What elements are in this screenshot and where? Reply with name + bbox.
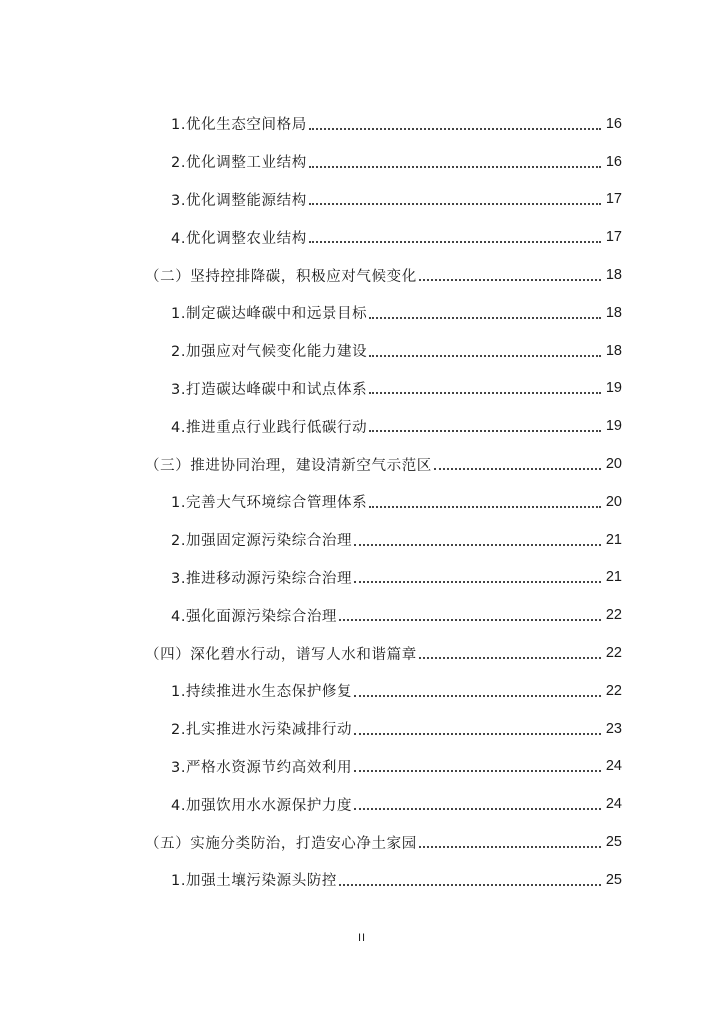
toc-entry-page-number: 17 bbox=[605, 191, 622, 208]
toc-entry-page-number: 25 bbox=[605, 834, 622, 851]
toc-entry-page-number: 18 bbox=[605, 267, 622, 284]
toc-entry-title: 2.扎实推进水污染减排行动 bbox=[171, 722, 353, 739]
toc-subsection-entry[interactable] bbox=[0, 861, 724, 899]
toc-entry-title: 1.完善大气环境综合管理体系 bbox=[171, 495, 368, 512]
toc-entry-title: 2.加强固定源污染综合治理 bbox=[171, 533, 353, 550]
toc-subsection-entry[interactable] bbox=[0, 332, 724, 370]
toc-dot-leader bbox=[354, 769, 601, 772]
toc-entry-title: 3.严格水资源节约高效利用 bbox=[171, 759, 353, 776]
toc-dot-leader bbox=[419, 278, 601, 281]
toc-dot-leader bbox=[434, 467, 601, 470]
toc-subsection-entry[interactable] bbox=[0, 521, 724, 559]
toc-entry-title: 3.优化调整能源结构 bbox=[171, 192, 307, 209]
toc-entry-title: 2.优化调整工业结构 bbox=[171, 155, 307, 172]
toc-entry-page-number: 23 bbox=[605, 720, 622, 737]
toc-dot-leader bbox=[354, 807, 601, 810]
toc-entry-title: 2.加强应对气候变化能力建设 bbox=[171, 344, 368, 361]
toc-entry-page-number: 18 bbox=[605, 342, 622, 359]
toc-dot-leader bbox=[339, 618, 601, 621]
toc-entry-title: 4.加强饮用水水源保护力度 bbox=[171, 797, 353, 814]
toc-dot-leader bbox=[309, 240, 601, 243]
toc-subsection-entry[interactable] bbox=[0, 407, 724, 445]
toc-entry-page-number: 25 bbox=[605, 871, 622, 888]
toc-entry-title: 4.优化调整农业结构 bbox=[171, 230, 307, 247]
toc-entry-title: 1.持续推进水生态保护修复 bbox=[171, 684, 353, 701]
toc-entry-page-number: 24 bbox=[605, 796, 622, 813]
toc-dot-leader bbox=[309, 202, 601, 205]
toc-dot-leader bbox=[369, 354, 601, 357]
toc-section-entry[interactable] bbox=[0, 256, 724, 294]
toc-entry-title: （三）推进协同治理，建设清新空气示范区 bbox=[145, 457, 432, 474]
toc-entry-title: （四）深化碧水行动，谱写人水和谐篇章 bbox=[145, 646, 417, 663]
toc-subsection-entry[interactable] bbox=[0, 294, 724, 332]
toc-entry-page-number: 24 bbox=[605, 758, 622, 775]
toc-entry-title: 4.推进重点行业践行低碳行动 bbox=[171, 419, 368, 436]
toc-dot-leader bbox=[369, 429, 601, 432]
toc-subsection-entry[interactable] bbox=[0, 748, 724, 786]
toc-entry-title: 1.加强土壤污染源头防控 bbox=[171, 873, 338, 890]
toc-subsection-entry[interactable] bbox=[0, 785, 724, 823]
toc-subsection-entry[interactable] bbox=[0, 105, 724, 143]
toc-entry-page-number: 22 bbox=[605, 645, 622, 662]
toc-dot-leader bbox=[309, 165, 601, 168]
toc-dot-leader bbox=[369, 391, 601, 394]
toc-entry-title: 1.优化生态空间格局 bbox=[171, 117, 307, 134]
toc-subsection-entry[interactable] bbox=[0, 143, 724, 181]
toc-subsection-entry[interactable] bbox=[0, 559, 724, 597]
toc-entry-page-number: 16 bbox=[605, 153, 622, 170]
toc-subsection-entry[interactable] bbox=[0, 370, 724, 408]
toc-dot-leader bbox=[354, 543, 601, 546]
toc-dot-leader bbox=[339, 883, 601, 886]
toc-dot-leader bbox=[369, 316, 601, 319]
toc-entry-page-number: 19 bbox=[605, 380, 622, 397]
toc-dot-leader bbox=[354, 694, 601, 697]
toc-dot-leader bbox=[369, 505, 601, 508]
toc-entry-page-number: 21 bbox=[605, 531, 622, 548]
toc-entry-title: 3.推进移动源污染综合治理 bbox=[171, 570, 353, 587]
toc-entry-page-number: 22 bbox=[605, 607, 622, 624]
toc-dot-leader bbox=[354, 732, 601, 735]
toc-entry-page-number: 21 bbox=[605, 569, 622, 586]
toc-subsection-entry[interactable] bbox=[0, 596, 724, 634]
toc-dot-leader bbox=[309, 127, 601, 130]
toc-subsection-entry[interactable] bbox=[0, 710, 724, 748]
toc-entry-page-number: 17 bbox=[605, 229, 622, 246]
page-number: II bbox=[357, 932, 367, 944]
toc-subsection-entry[interactable] bbox=[0, 483, 724, 521]
toc-entry-title: 3.打造碳达峰碳中和试点体系 bbox=[171, 381, 368, 398]
toc-section-entry[interactable] bbox=[0, 445, 724, 483]
toc-entry-page-number: 16 bbox=[605, 115, 622, 132]
toc-section-entry[interactable] bbox=[0, 634, 724, 672]
toc-entry-page-number: 20 bbox=[605, 456, 622, 473]
toc-dot-leader bbox=[354, 580, 601, 583]
toc-section-entry[interactable] bbox=[0, 823, 724, 861]
toc-subsection-entry[interactable] bbox=[0, 218, 724, 256]
toc-entry-title: （二）坚持控排降碳，积极应对气候变化 bbox=[145, 268, 417, 285]
toc-subsection-entry[interactable] bbox=[0, 672, 724, 710]
toc-entry-title: 4.强化面源污染综合治理 bbox=[171, 608, 338, 625]
toc-entry-page-number: 22 bbox=[605, 682, 622, 699]
toc-dot-leader bbox=[419, 656, 601, 659]
toc-subsection-entry[interactable] bbox=[0, 181, 724, 219]
toc-entry-page-number: 19 bbox=[605, 418, 622, 435]
toc-entry-page-number: 20 bbox=[605, 493, 622, 510]
toc-dot-leader bbox=[419, 845, 601, 848]
toc-entry-title: （五）实施分类防治，打造安心净土家园 bbox=[145, 835, 417, 852]
toc-entry-page-number: 18 bbox=[605, 304, 622, 321]
table-of-contents bbox=[0, 105, 724, 899]
toc-entry-title: 1.制定碳达峰碳中和远景目标 bbox=[171, 306, 368, 323]
